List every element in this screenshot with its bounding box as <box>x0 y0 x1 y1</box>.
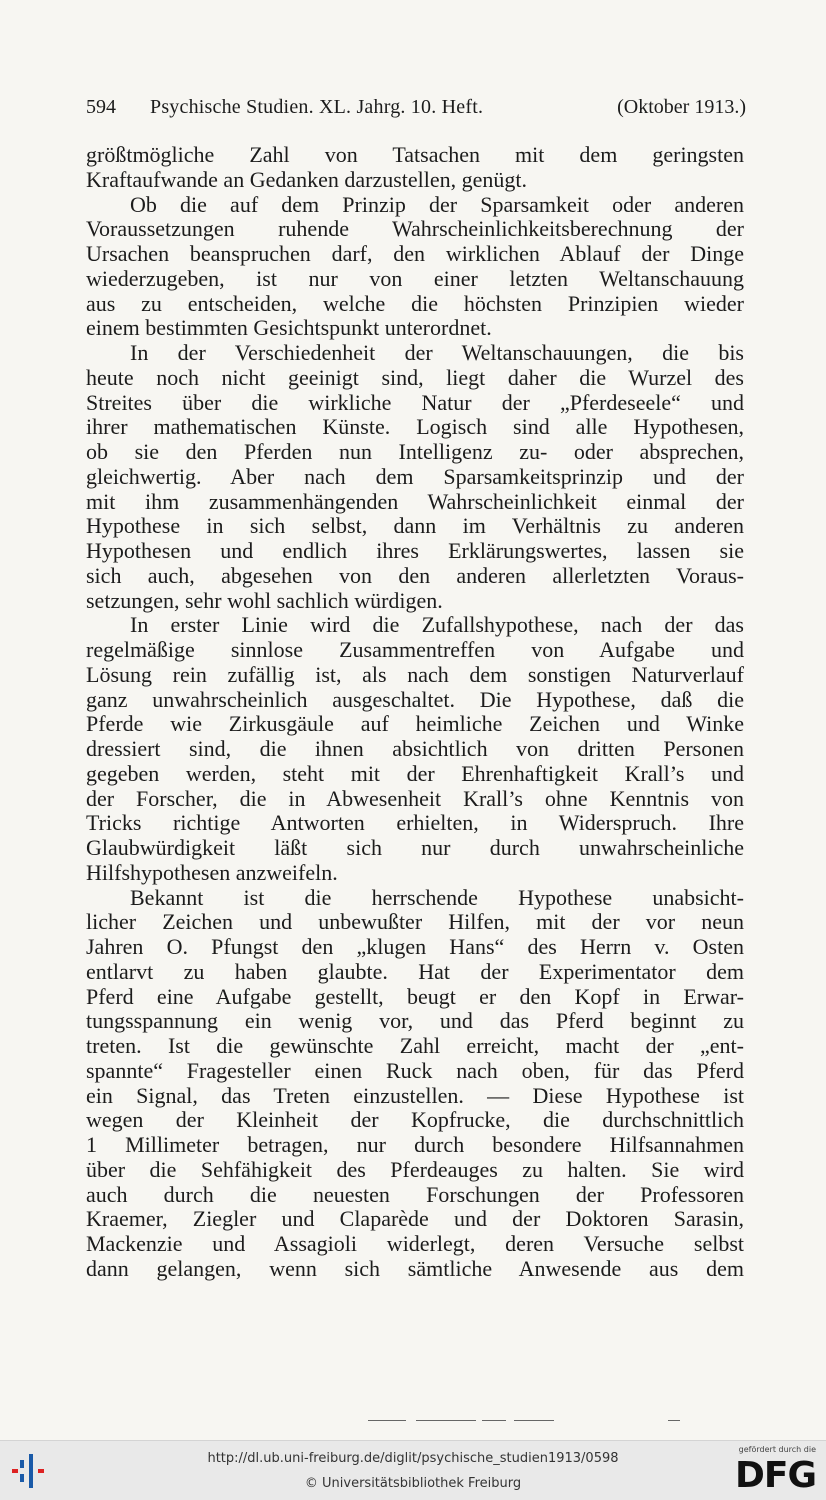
text-line: Ob die auf dem Prinzip der Sparsamkeit oder anderen <box>130 191 744 217</box>
source-url-link[interactable]: http://dl.ub.uni-freiburg.de/diglit/psychische_studien1913/0598 <box>207 1451 619 1466</box>
text-line: tungsspannung ein wenig vor, und das Pferd beginnt zu <box>86 1008 744 1034</box>
text-line: gleichwertig. Aber nach dem Sparsamkeitsprinzip und der <box>86 463 744 489</box>
text-line: aus zu entscheiden, welche die höchsten Prinzipien wieder <box>86 290 744 316</box>
text-line: Kraftaufwande an Gedanken darzustellen, genügt. <box>86 166 528 192</box>
issue-date: (Oktober 1913.) <box>617 96 746 118</box>
text-line: In erster Linie wird die Zufallshypothese, nach der das <box>130 612 744 638</box>
copyright-notice: © Universitätsbibliothek Freiburg <box>304 1476 522 1491</box>
text-line: Kraemer, Ziegler und Claparède und der Doktoren Sarasin, <box>86 1206 744 1232</box>
text-line: ganz unwahrscheinlich ausgeschaltet. Die Hypothese, daß die <box>86 686 744 712</box>
text-line: Voraussetzungen ruhende Wahrscheinlichkeitsberechnung der <box>86 216 744 242</box>
text-line: auch durch die neuesten Forschungen der Professoren <box>86 1181 744 1207</box>
text-line: Tricks richtige Antworten erhielten, in Widerspruch. Ihre <box>86 810 744 836</box>
dfg-funder-logo <box>720 1445 816 1497</box>
text-line: der Forscher, die in Abwesenheit Krall’s ohne Kenntnis von <box>86 785 744 811</box>
funding-note: gefördert durch die <box>738 1445 816 1454</box>
text-line: dann gelangen, wenn sich sämtliche Anwesende aus dem <box>86 1255 744 1281</box>
text-line: entlarvt zu haben glaubte. Hat der Experimentator dem <box>86 958 744 984</box>
text-line: ob sie den Pferden nun Intelligenz zu- oder absprechen, <box>86 439 744 464</box>
text-line: 1 Millimeter betragen, nur durch besondere Hilfsannahmen <box>86 1132 744 1157</box>
text-line: Mackenzie und Assagioli widerlegt, deren Versuche selbst <box>86 1231 744 1256</box>
text-line: licher Zeichen und unbewußter Hilfen, mit der vor neun <box>86 909 744 935</box>
text-line: Hypothese in sich selbst, dann im Verhältnis zu anderen <box>86 513 744 539</box>
running-header <box>86 92 746 122</box>
text-line: Pferd eine Aufgabe gestellt, beugt er den Kopf in Erwar- <box>86 983 744 1009</box>
text-line: Glaubwürdigkeit läßt sich nur durch unwahrscheinliche <box>86 835 744 860</box>
text-line: Hilfshypothesen anzweifeln. <box>86 859 338 885</box>
journal-title: Psychische Studien. XL. Jahrg. 10. Heft. <box>150 96 484 118</box>
text-line: In der Verschiedenheit der Weltanschauungen, die bis <box>130 340 744 365</box>
viewer-footer-bar <box>0 1440 826 1500</box>
article-body <box>86 143 744 1282</box>
text-line: Jahren O. Pfungst den „klugen Hans“ des Herrn v. Osten <box>86 934 744 959</box>
text-line: Lösung rein zufällig ist, als nach dem sonstigen Naturverlauf <box>86 661 744 687</box>
text-line: ein Signal, das Treten einzustellen. — Diese Hypothese ist <box>86 1082 744 1108</box>
page-number: 594 <box>86 96 116 118</box>
text-line: größtmögliche Zahl von Tatsachen mit dem geringsten <box>86 142 744 167</box>
text-line: sich auch, abgesehen von den anderen allerletzten Voraus- <box>86 562 744 588</box>
text-line: gegeben werden, steht mit der Ehrenhaftigkeit Krall’s und <box>86 760 744 786</box>
text-line: Pferde wie Zirkusgäule auf heimliche Zeichen und Winke <box>86 711 744 737</box>
text-line: mit ihm zusammenhängenden Wahrscheinlichkeit einmal der <box>86 488 744 514</box>
text-line: Streites über die wirkliche Natur der „Pferdeseele“ und <box>86 389 744 415</box>
text-line: treten. Ist die gewünschte Zahl erreicht, macht der „ent- <box>86 1033 744 1058</box>
dfg-logo-mark: DFG <box>734 1455 816 1496</box>
text-line: über die Sehfähigkeit des Pferdeauges zu halten. Sie wird <box>86 1156 744 1182</box>
text-line: Ursachen beanspruchen darf, den wirklichen Ablauf der Dinge <box>86 241 744 266</box>
text-line: dressiert sind, die ihnen absichtlich von dritten Personen <box>86 736 744 761</box>
text-line: regelmäßige sinnlose Zusammentreffen von Aufgabe und <box>86 637 744 662</box>
text-line: wiederzugeben, ist nur von einer letzten Weltanschauung <box>86 265 744 291</box>
text-line: ihrer mathematischen Künste. Logisch sind alle Hypothesen, <box>86 414 744 440</box>
text-line: setzungen, sehr wohl sachlich würdigen. <box>86 587 443 613</box>
text-line: heute noch nicht geeinigt sind, liegt daher die Wurzel des <box>86 364 744 390</box>
text-line: einem bestimmten Gesichtspunkt unterordnet. <box>86 315 492 341</box>
text-line: wegen der Kleinheit der Kopfrucke, die durchschnittlich <box>86 1107 744 1133</box>
page-bottom-rule <box>368 1418 688 1422</box>
text-line: Bekannt ist die herrschende Hypothese unabsicht- <box>130 884 744 910</box>
text-line: Hypothesen und endlich ihres Erklärungswertes, lassen sie <box>86 538 744 563</box>
text-line: spannte“ Fragesteller einen Ruck nach oben, für das Pferd <box>86 1057 744 1083</box>
